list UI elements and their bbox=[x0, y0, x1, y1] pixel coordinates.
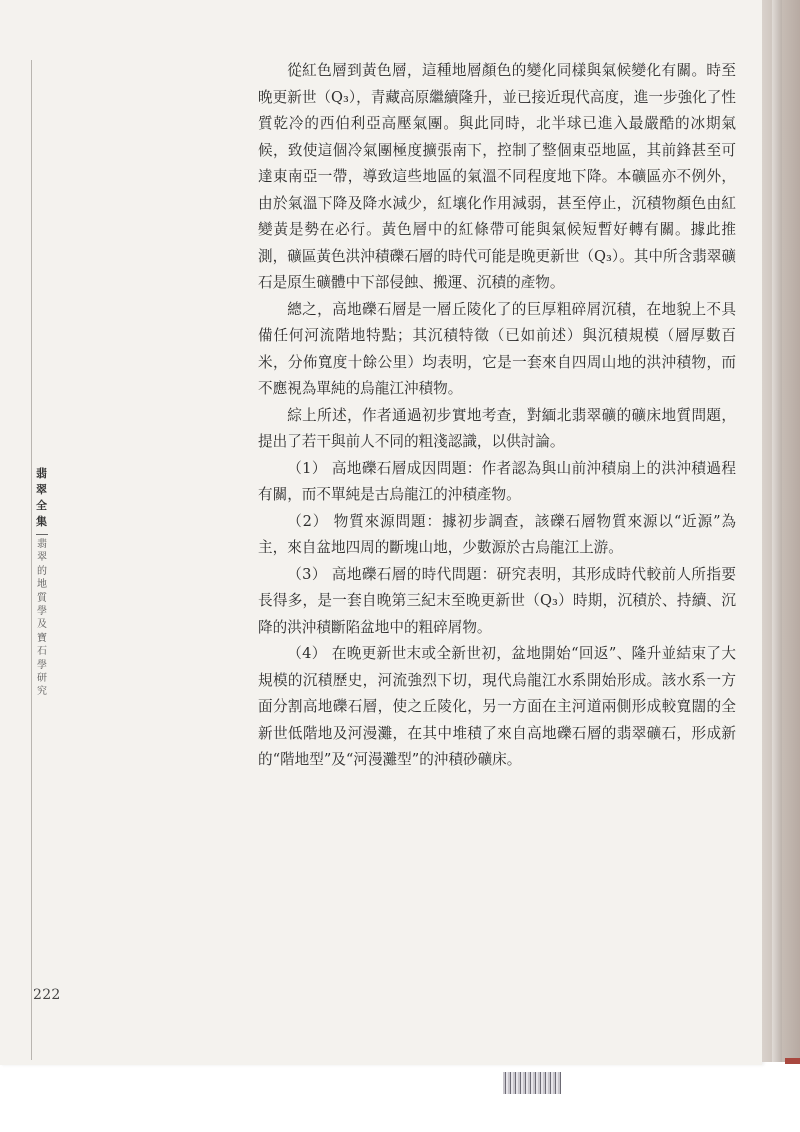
paragraph: 綜上所述，作者通過初步實地考查，對緬北翡翠礦的礦床地質問題，提出了若干與前人不同的粗淺認識，以供討論。 bbox=[258, 406, 736, 450]
sidebar-separator bbox=[36, 534, 48, 535]
paragraph: （1） 高地礫石層成因問題：作者認為與山前沖積扇上的洪沖積過程有關，而不單純是古烏龍江的沖積產物。 bbox=[258, 459, 736, 503]
paragraph: 總之，高地礫石層是一層丘陵化了的巨厚粗碎屑沉積，在地貌上不具備任何河流階地特點；其沉積特徵（已如前述）與沉積規模（層厚數百米，分佈寬度十餘公里）均表明，它是一套來自四周山地的洪沖積物，而不應視為單純的烏龍江沖積物。 bbox=[258, 300, 736, 397]
paragraph: 從紅色層到黃色層，這種地層顏色的變化同樣與氣候變化有關。時至晚更新世（Q₃），青藏高原繼續隆升，並已接近現代高度，進一步強化了性質乾冷的西伯利亞高壓氣團。與此同時，北半球已進入最嚴酷的冰期氣候，致使這個冷氣團極度擴張南下，控制了整個東亞地區，其前鋒甚至可達東南亞一帶，導致這些地區的氣溫不同程度地下降。本礦區亦不例外，由於氣溫下降及降水減少，紅壤化作用減弱，甚至停止，沉積物顏色由紅變黃是勢在必行。黃色層中的紅條帶可能與氣候短暫好轉有關。據此推測，礦區黃色洪沖積礫石層的時代可能是晚更新世（Q₃）。其中所含翡翠礦石是原生礦體中下部侵蝕、搬運、沉積的產物。 bbox=[258, 62, 736, 291]
page-number: 222 bbox=[33, 987, 61, 1003]
page-edge-highlight bbox=[772, 0, 782, 1062]
main-text bbox=[258, 58, 736, 774]
margin-rule bbox=[31, 60, 32, 1060]
scanner-artifact bbox=[503, 1072, 561, 1094]
sidebar-section-title: 翡翠的地質學及寶石學研究 bbox=[37, 539, 47, 698]
sidebar-book-title: 翡翠全集 bbox=[36, 467, 47, 528]
paragraph: （4） 在晚更新世末或全新世初，盆地開始“回返”、隆升並結束了大規模的沉積歷史，河流強烈下切，現代烏龍江水系開始形成。該水系一方面分割高地礫石層，使之丘陵化，另一方面在主河道兩側形成較寬闊的全新世低階地及河漫灘，在其中堆積了來自高地礫石層的翡翠礦石，形成新的“階地型”及“河漫灘型”的沖積砂礦床。 bbox=[258, 645, 736, 768]
paragraph: （3） 高地礫石層的時代問題：研究表明，其形成時代較前人所指要長得多，是一套自晚第三紀末至晚更新世（Q₃）時期，沉積於、持續、沉降的洪沖積斷陷盆地中的粗碎屑物。 bbox=[258, 565, 736, 636]
scanner-artifact bbox=[785, 1058, 800, 1064]
paragraph: （2） 物質來源問題：據初步調查，該礫石層物質來源以“近源”為主，來自盆地四周的斷塊山地，少數源於古烏龍江上游。 bbox=[258, 512, 736, 556]
